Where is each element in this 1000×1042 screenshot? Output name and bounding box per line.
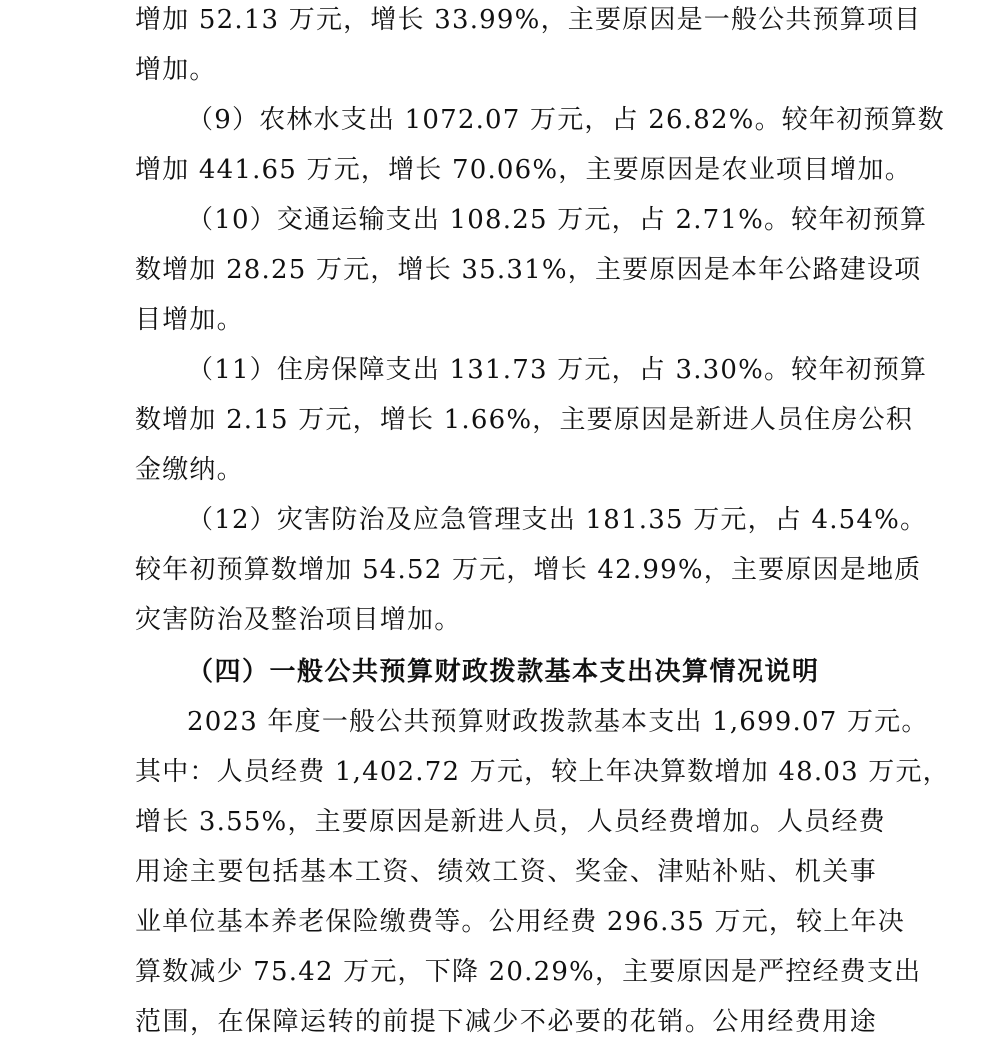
paragraph-line: 灾害防治及整治项目增加。	[135, 605, 462, 635]
paragraph-line: （11）住房保障支出 131.73 万元，占 3.30%。较年初预算	[187, 355, 928, 385]
paragraph-line: 增加 441.65 万元，增长 70.06%，主要原因是农业项目增加。	[135, 155, 912, 185]
paragraph-line: 增加。	[135, 55, 217, 85]
paragraph-line: 其中：人员经费 1,402.72 万元，较上年决算数增加 48.03 万元，	[135, 757, 950, 787]
paragraph-line: （12）灾害防治及应急管理支出 181.35 万元，占 4.54%。	[187, 505, 928, 535]
paragraph-line: 用途主要包括基本工资、绩效工资、奖金、津贴补贴、机关事	[135, 857, 877, 887]
paragraph-line: 业单位基本养老保险缴费等。公用经费 296.35 万元，较上年决	[135, 907, 905, 937]
paragraph-line: （10）交通运输支出 108.25 万元，占 2.71%。较年初预算	[187, 205, 928, 235]
section-heading: （四）一般公共预算财政拨款基本支出决算情况说明	[187, 657, 820, 687]
paragraph-line: 算数减少 75.42 万元，下降 20.29%，主要原因是严控经费支出	[135, 957, 922, 987]
paragraph-line: 数增加 28.25 万元，增长 35.31%，主要原因是本年公路建设项	[135, 255, 922, 285]
paragraph-line: 2023 年度一般公共预算财政拨款基本支出 1,699.07 万元。	[187, 707, 929, 737]
paragraph-line: 增加 52.13 万元，增长 33.99%，主要原因是一般公共预算项目	[135, 5, 922, 35]
paragraph-line: 较年初预算数增加 54.52 万元，增长 42.99%，主要原因是地质	[135, 555, 922, 585]
paragraph-line: （9）农林水支出 1072.07 万元，占 26.82%。较年初预算数	[187, 105, 945, 135]
paragraph-line: 范围，在保障运转的前提下减少不必要的花销。公用经费用途	[135, 1007, 877, 1037]
paragraph-line: 增长 3.55%，主要原因是新进人员，人员经费增加。人员经费	[135, 807, 886, 837]
paragraph-line: 金缴纳。	[135, 455, 244, 485]
paragraph-line: 目增加。	[135, 305, 244, 335]
paragraph-line: 数增加 2.15 万元，增长 1.66%，主要原因是新进人员住房公积	[135, 405, 914, 435]
